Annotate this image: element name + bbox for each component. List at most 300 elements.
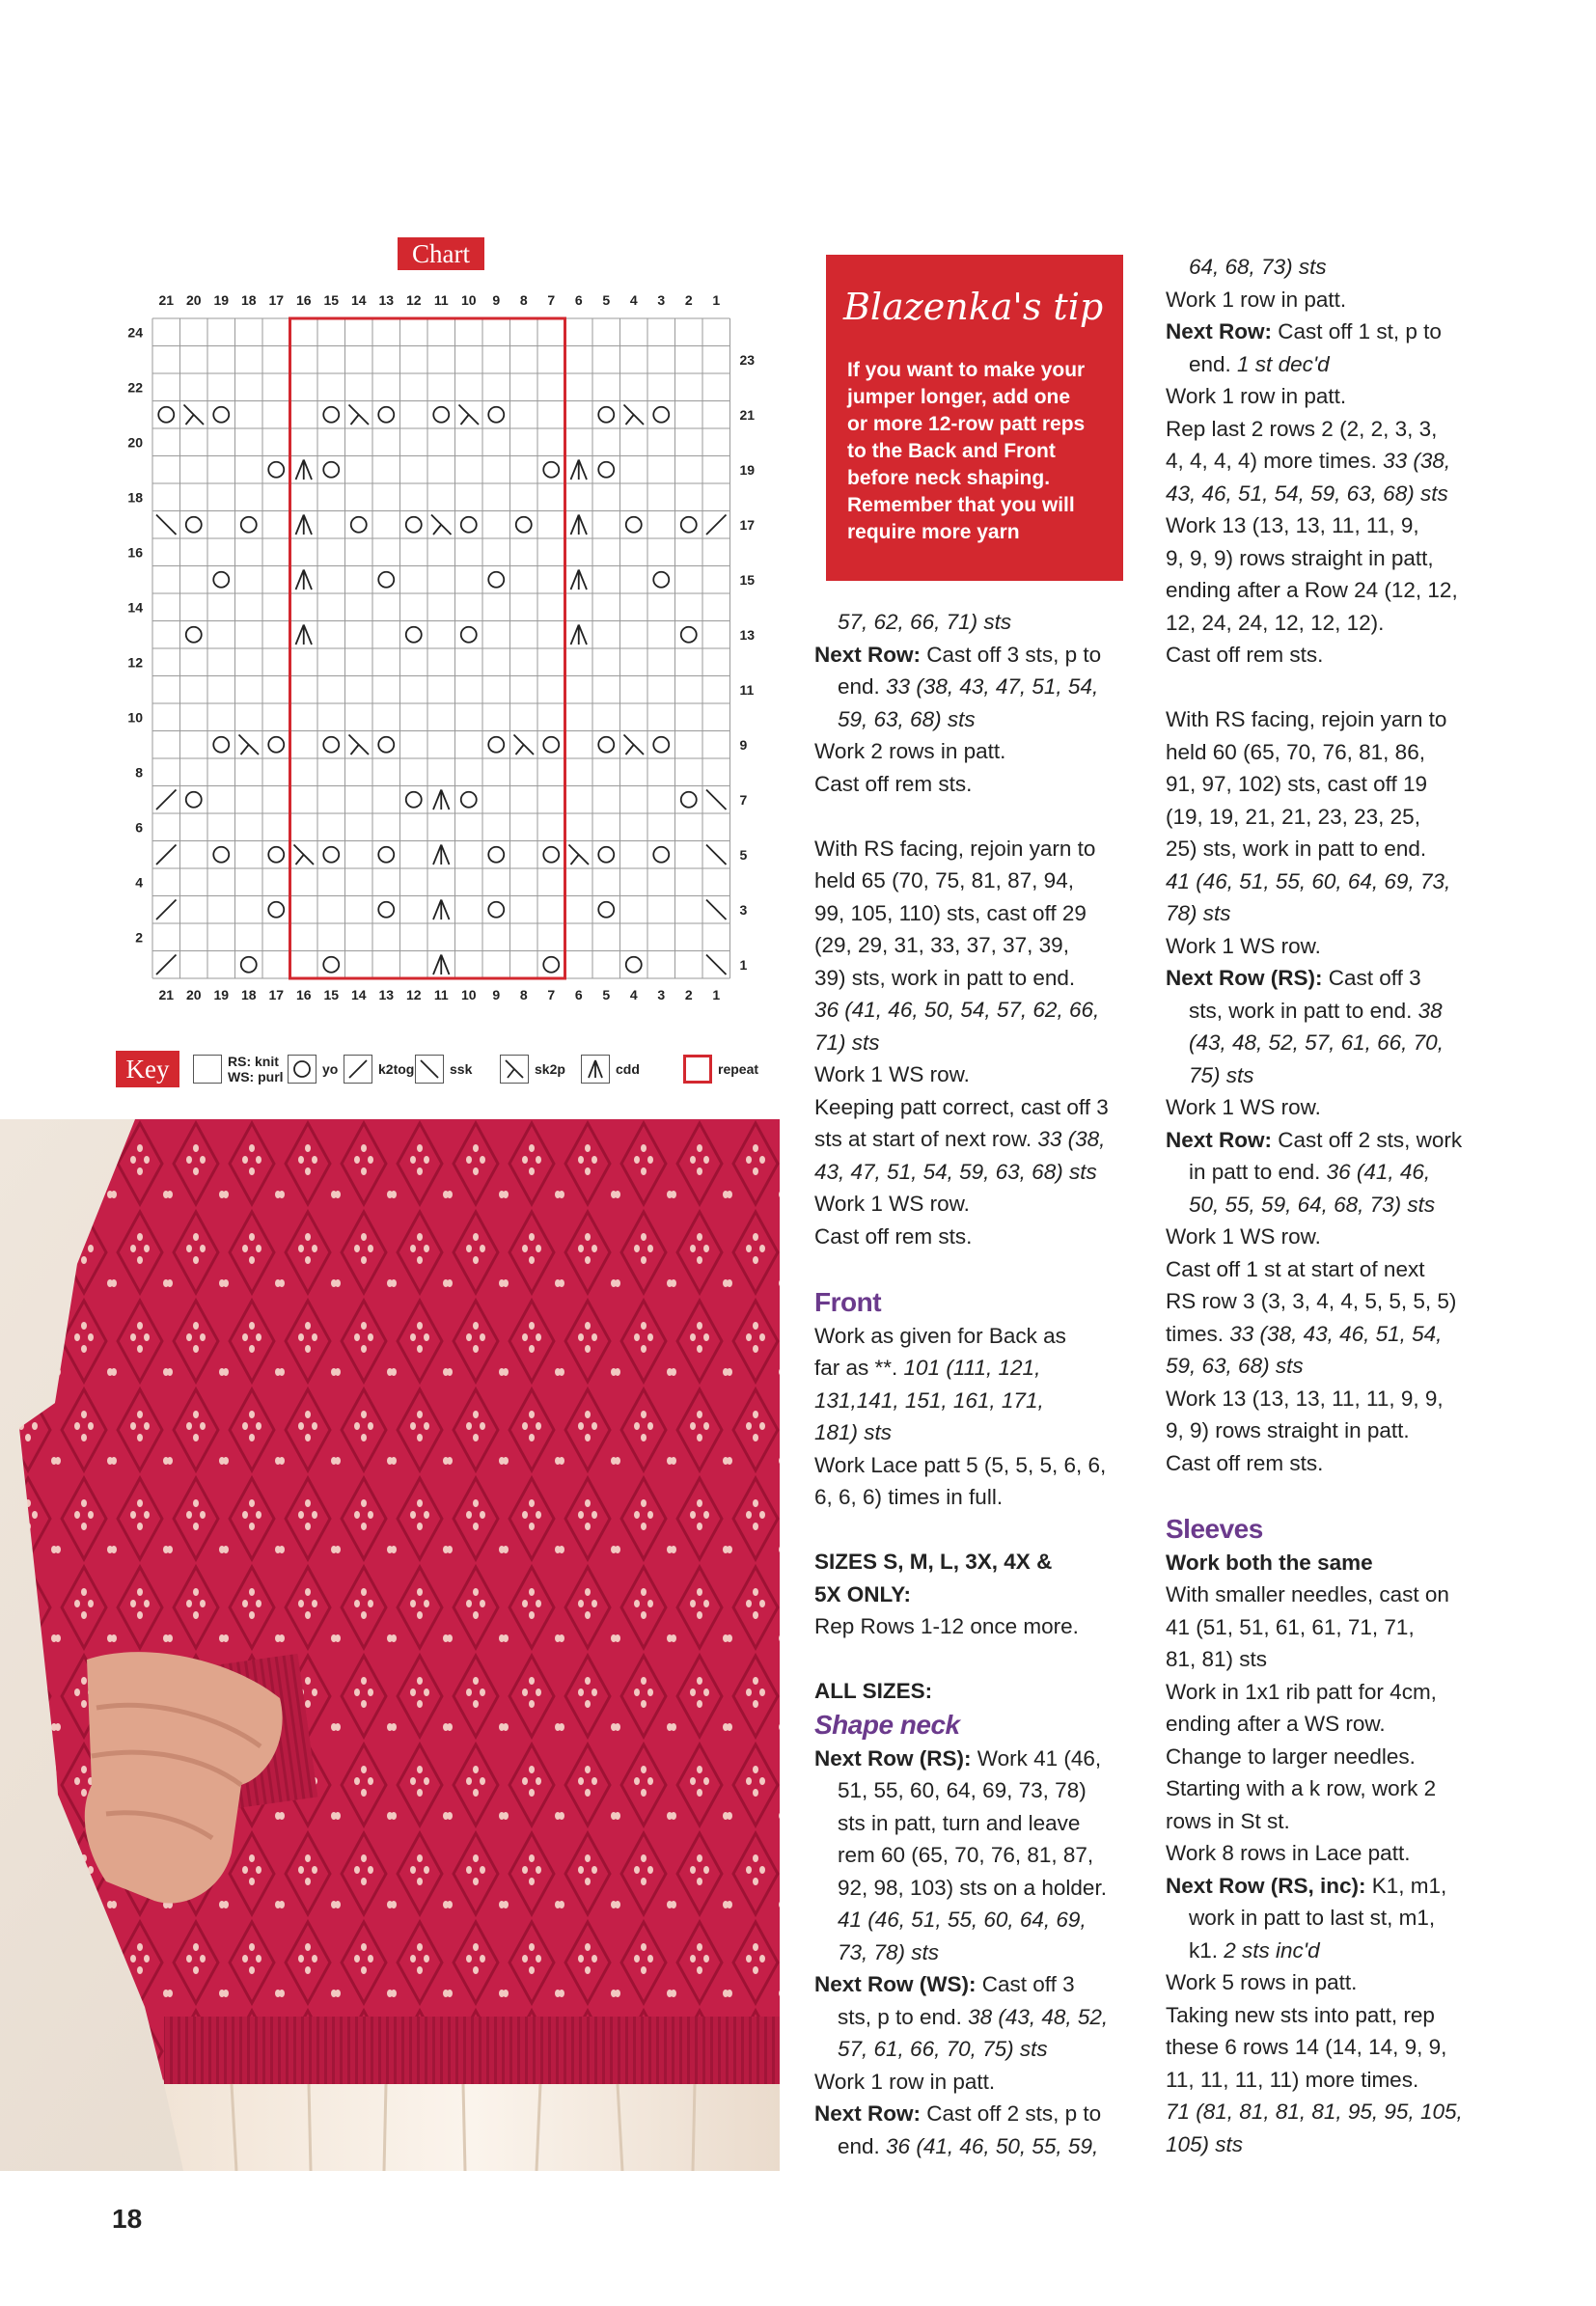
- row-number: 13: [739, 626, 756, 643]
- key-item-label: [535, 1061, 565, 1077]
- instruction-line: [814, 1320, 1171, 1353]
- yo-symbol: [681, 517, 697, 533]
- column-number: 20: [185, 987, 202, 1002]
- yo-icon: [288, 1055, 316, 1084]
- key-item-repeat: [683, 1053, 758, 1085]
- column-number: 21: [158, 292, 175, 308]
- instruction-line: [814, 1839, 1171, 1872]
- cdd-symbol: [296, 460, 313, 480]
- instruction-label: Next Row (RS, inc):: [1166, 1873, 1366, 1898]
- instruction-line: [1166, 1966, 1494, 1999]
- instruction-text: Work 13 (13, 13, 11, 11, 9, 9,: [1166, 1386, 1444, 1411]
- cdd-symbol: [571, 570, 588, 590]
- instruction-line: [1166, 284, 1494, 316]
- yo-symbol: [543, 957, 559, 973]
- lace-chart: [114, 280, 770, 1032]
- yo-symbol: [653, 737, 669, 753]
- cdd-symbol: [571, 515, 588, 535]
- instruction-text: held 60 (65, 70, 76, 81, 86,: [1166, 739, 1425, 764]
- tip-line: jumper longer, add one: [847, 386, 1071, 408]
- instruction-line: [814, 1936, 1171, 1969]
- yo-symbol: [323, 462, 339, 478]
- instruction-text: Work 1 WS row.: [1166, 1095, 1321, 1119]
- instruction-text: 12, 24, 24, 12, 12, 12).: [1166, 610, 1385, 635]
- instruction-line: [1166, 962, 1494, 995]
- instruction-text: Cast off 3: [1322, 966, 1421, 990]
- instruction-line: [1166, 833, 1494, 865]
- instruction-line: [814, 865, 1171, 897]
- instruction-text: RS row 3 (3, 3, 4, 4, 5, 5, 5, 5): [1166, 1289, 1457, 1313]
- instruction-text: Cast off 1 st, p to: [1272, 319, 1442, 343]
- instruction-text: (29, 29, 31, 33, 37, 37, 39,: [814, 933, 1069, 957]
- yo-symbol: [488, 572, 504, 588]
- tip-title: Blazenka's tip: [843, 286, 1104, 328]
- column-number: 9: [492, 987, 501, 1002]
- yo-symbol: [406, 517, 422, 533]
- instruction-line: [1166, 801, 1494, 834]
- instruction-line: [814, 1449, 1171, 1482]
- key-item-label: [718, 1061, 758, 1077]
- instruction-line: [1166, 2031, 1494, 2064]
- instruction-line: [814, 1385, 1171, 1417]
- yo-symbol: [158, 407, 174, 423]
- instruction-line: [1166, 509, 1494, 542]
- row-number: 12: [127, 654, 143, 671]
- instruction-line: [1166, 2128, 1494, 2161]
- stitch-count: 2 sts inc'd: [1224, 1937, 1320, 1963]
- column-number: 15: [323, 987, 340, 1002]
- column-number: 11: [433, 987, 449, 1002]
- instruction-text: 99, 105, 110) sts, cast off 29: [814, 900, 1087, 925]
- yo-symbol: [598, 847, 614, 863]
- instruction-text: K1, m1,: [1365, 1873, 1447, 1898]
- row-number: 15: [739, 571, 756, 588]
- instruction-line: [814, 1807, 1171, 1840]
- instruction-text: times.: [1166, 1321, 1230, 1346]
- column-number: 16: [295, 987, 312, 1002]
- instruction-text: Work 13 (13, 13, 11, 11, 9,: [1166, 513, 1419, 537]
- instruction-text: (43, 48, 52, 57, 61, 66, 70,: [1189, 1030, 1444, 1055]
- sk2p-symbol: [459, 405, 480, 426]
- row-number: 18: [127, 489, 143, 506]
- yo-symbol: [598, 902, 614, 918]
- cdd-symbol: [296, 625, 313, 645]
- row-number: 11: [739, 681, 755, 698]
- instruction-text: Work 41 (46,: [971, 1745, 1102, 1771]
- column-number: 12: [405, 987, 422, 1002]
- instruction-line: [1166, 995, 1494, 1028]
- column-number: 2: [684, 987, 693, 1002]
- yo-symbol: [351, 517, 367, 533]
- instruction-line: [1166, 768, 1494, 801]
- yo-symbol: [433, 407, 449, 423]
- instruction-text: 75) sts: [1189, 1062, 1254, 1087]
- column-number: 6: [574, 292, 583, 308]
- instruction-text: Cast off rem sts.: [814, 1223, 973, 1249]
- instruction-line: [1166, 736, 1494, 769]
- instruction-text: end.: [838, 2133, 887, 2158]
- instruction-line: [1166, 1935, 1494, 1967]
- instruction-text: 81, 81) sts: [1166, 1647, 1268, 1671]
- instruction-text: held 65 (70, 75, 81, 87, 94,: [814, 868, 1074, 892]
- column-number: 15: [323, 292, 340, 308]
- instruction-text: 51, 55, 60, 64, 69, 73, 78): [838, 1778, 1087, 1802]
- column-number: 10: [460, 987, 477, 1002]
- instruction-line: [1166, 1253, 1494, 1286]
- instruction-text: Work 8 rows in Lace patt.: [1166, 1841, 1411, 1865]
- instruction-text: Work as given for Back as: [814, 1323, 1066, 1348]
- stitch-count: 36 (41, 46,: [1326, 1160, 1431, 1184]
- tip-body: [847, 357, 1117, 546]
- instruction-line: [1166, 865, 1494, 898]
- key-item-cdd: [581, 1053, 640, 1085]
- instruction-label: 5X ONLY:: [814, 1581, 912, 1606]
- ssk-symbol: [706, 955, 727, 975]
- instruction-text: 91, 97, 102) sts, cast off 19: [1166, 772, 1427, 796]
- instruction-text: Cast off 3: [976, 1972, 1075, 1996]
- instruction-text: 64, 68, 73) sts: [1189, 255, 1327, 279]
- instruction-text: Rep last 2 rows 2 (2, 2, 3, 3,: [1166, 416, 1438, 441]
- stitch-count: 33 (38,: [1037, 1127, 1106, 1151]
- instruction-line: [1166, 1708, 1494, 1741]
- instruction-text: Cast off 2 sts, p to: [921, 2101, 1102, 2126]
- instruction-line: [1166, 1383, 1494, 1415]
- k2tog-symbol: [706, 515, 727, 535]
- instruction-line: [1166, 2096, 1494, 2128]
- key-item-label: [450, 1061, 472, 1077]
- instruction-line: [814, 833, 1171, 865]
- instruction-line: [814, 1968, 1171, 2001]
- row-number: 14: [127, 599, 143, 616]
- instruction-text: 4, 4, 4, 4) more times.: [1166, 449, 1384, 473]
- ssk-icon: [415, 1055, 444, 1084]
- key-label-line: sk2p: [535, 1061, 565, 1077]
- tip-line: or more 12-row patt reps: [847, 413, 1086, 435]
- instruction-line: [1166, 574, 1494, 607]
- tip-line: Remember that you will: [847, 494, 1075, 516]
- instruction-line: [814, 897, 1171, 930]
- instruction-text: 57, 62, 66, 71) sts: [838, 610, 1012, 634]
- column-number: 13: [378, 292, 395, 308]
- instruction-text: 78) sts: [1166, 901, 1231, 925]
- column-number: 9: [492, 292, 501, 308]
- instruction-text: Work 1 WS row.: [1166, 1224, 1321, 1249]
- stitch-count: 101 (111, 121,: [903, 1356, 1041, 1380]
- instruction-line: [814, 1546, 1171, 1579]
- instruction-line: [814, 1188, 1171, 1221]
- instruction-text: 9, 9, 9) rows straight in patt,: [1166, 545, 1434, 570]
- k2tog-symbol: [156, 790, 177, 810]
- instruction-text: 71) sts: [814, 1029, 880, 1055]
- instruction-line: [1166, 1579, 1494, 1611]
- key-label-line: RS: knit: [228, 1054, 279, 1069]
- instruction-line: [1166, 542, 1494, 575]
- row-number: 7: [739, 791, 748, 808]
- key-label-line: repeat: [718, 1061, 759, 1077]
- spacer: [814, 1643, 1171, 1676]
- row-number: 1: [739, 956, 748, 973]
- instruction-line: [1166, 607, 1494, 640]
- column-number: 19: [213, 292, 230, 308]
- row-number: 17: [739, 516, 756, 533]
- instruction-line: [1166, 251, 1494, 284]
- instruction-text: end.: [838, 674, 887, 699]
- instruction-text: 36 (41, 46, 50, 54, 57, 62, 66,: [814, 998, 1100, 1022]
- instruction-label: SIZES S, M, L, 3X, 4X &: [814, 1550, 1053, 1574]
- instruction-text: rows in St st.: [1166, 1808, 1290, 1833]
- instruction-line: [814, 2001, 1171, 2034]
- yo-symbol: [213, 737, 229, 753]
- column-number: 1: [712, 987, 721, 1002]
- yo-symbol: [323, 847, 339, 863]
- chart-key: [114, 1045, 770, 1095]
- sk2p-icon: [500, 1055, 529, 1084]
- instruction-line: [814, 1774, 1171, 1807]
- tip-box: [826, 255, 1123, 581]
- spacer: [814, 1514, 1171, 1547]
- row-number: 6: [135, 819, 143, 836]
- row-number: 19: [739, 461, 756, 478]
- spacer: [1166, 672, 1494, 704]
- yo-symbol: [323, 957, 339, 973]
- key-item-yo: [288, 1053, 338, 1085]
- yo-symbol: [598, 737, 614, 753]
- instruction-line: [1166, 380, 1494, 413]
- instruction-line: [814, 639, 1171, 672]
- instruction-line: [814, 768, 1171, 801]
- instruction-label: Next Row:: [1166, 319, 1273, 343]
- yo-symbol: [598, 407, 614, 423]
- row-number: 24: [127, 324, 143, 341]
- instruction-text: ending after a Row 24 (12, 12,: [1166, 578, 1458, 602]
- column-number: 16: [295, 292, 312, 308]
- instruction-line: [1166, 897, 1494, 930]
- spacer: [814, 1252, 1171, 1285]
- column-number: 5: [602, 292, 611, 308]
- instruction-text: Cast off 1 st at start of next: [1166, 1256, 1425, 1281]
- instruction-line: [1166, 639, 1494, 672]
- instruction-line: [814, 1156, 1171, 1189]
- instruction-label: Next Row (RS):: [814, 1745, 972, 1771]
- instruction-line: [1166, 1676, 1494, 1709]
- key-item-label: [378, 1061, 414, 1077]
- tip-line: require more yarn: [847, 521, 1020, 543]
- instruction-line: [814, 1904, 1171, 1936]
- stitch-count: 1 st dec'd: [1237, 351, 1330, 376]
- yo-symbol: [488, 737, 504, 753]
- instruction-text: sts in patt, turn and leave: [838, 1810, 1081, 1835]
- page-number: 18: [112, 2204, 143, 2234]
- instruction-text: 59, 63, 68) sts: [838, 706, 976, 731]
- column-number: 17: [268, 292, 285, 308]
- instruction-text: 43, 47, 51, 54, 59, 63, 68) sts: [814, 1159, 1097, 1184]
- instruction-line: [814, 929, 1171, 962]
- column-number: 8: [519, 987, 528, 1002]
- section-heading: Sleeves: [1166, 1513, 1263, 1544]
- sk2p-symbol: [624, 735, 645, 755]
- tip-line: to the Back and Front: [847, 440, 1056, 462]
- cdd-symbol: [296, 570, 313, 590]
- key-item-label: [322, 1061, 338, 1077]
- instruction-line: [1166, 1318, 1494, 1351]
- row-number: 16: [127, 544, 143, 561]
- instruction-text: 11, 11, 11, 11) more times.: [1166, 2067, 1419, 2092]
- instruction-text: Cast off 3 sts, p to: [921, 642, 1102, 667]
- yo-symbol: [213, 847, 229, 863]
- tip-line: If you want to make your: [847, 359, 1086, 381]
- instruction-line: [1166, 1547, 1494, 1579]
- instruction-text: 41 (51, 51, 61, 61, 71, 71,: [1166, 1614, 1415, 1639]
- stitch-count: 36 (41, 46, 50, 55, 59,: [886, 2133, 1099, 2158]
- yo-symbol: [378, 737, 394, 753]
- instruction-line: [814, 1579, 1171, 1611]
- instruction-label: Next Row:: [814, 642, 922, 667]
- yo-symbol: [488, 902, 504, 918]
- instruction-line: [1166, 1285, 1494, 1318]
- yo-symbol: [268, 462, 284, 478]
- row-number: 10: [127, 709, 143, 726]
- instruction-line: [1166, 1414, 1494, 1447]
- instruction-text: these 6 rows 14 (14, 14, 9, 9,: [1166, 2035, 1447, 2059]
- spacer: [814, 800, 1171, 833]
- yo-symbol: [681, 627, 697, 643]
- instruction-label: ALL SIZES:: [814, 1679, 933, 1703]
- key-label-line: yo: [322, 1061, 339, 1077]
- cdd-symbol: [571, 460, 588, 480]
- yo-symbol: [488, 407, 504, 423]
- instruction-text: rem 60 (65, 70, 76, 81, 87,: [838, 1843, 1094, 1867]
- yo-symbol: [378, 847, 394, 863]
- sk2p-symbol: [624, 405, 645, 426]
- yo-symbol: [406, 627, 422, 643]
- spacer: [1166, 1479, 1494, 1512]
- instruction-text: Work 1 row in patt.: [814, 2069, 996, 2094]
- instruction-text: Work Lace patt 5 (5, 5, 5, 6, 6,: [814, 1452, 1107, 1477]
- chart-title: Chart: [398, 237, 484, 270]
- instruction-text: Starting with a k row, work 2: [1166, 1776, 1437, 1800]
- instruction-line: [814, 994, 1171, 1027]
- yo-symbol: [653, 572, 669, 588]
- instruction-label: Next Row (RS):: [1166, 966, 1323, 990]
- instruction-text: Work 1 row in patt.: [1166, 384, 1347, 408]
- section-heading: Front: [814, 1286, 882, 1317]
- column-number: 8: [519, 292, 528, 308]
- instruction-text: With smaller needles, cast on: [1166, 1582, 1449, 1606]
- ssk-symbol: [706, 845, 727, 865]
- yo-symbol: [653, 847, 669, 863]
- yo-symbol: [378, 407, 394, 423]
- instruction-label: Next Row:: [814, 2101, 922, 2126]
- key-item-label: [228, 1054, 284, 1084]
- instruction-line: [814, 1416, 1171, 1449]
- instruction-line: [814, 1610, 1171, 1643]
- k2tog-symbol: [156, 955, 177, 975]
- instruction-text: Work 1 WS row.: [1166, 933, 1321, 958]
- instruction-line: [1166, 1805, 1494, 1838]
- instruction-text: Change to larger needles.: [1166, 1743, 1416, 1769]
- column-number: 17: [268, 987, 285, 1002]
- instruction-text: sts, p to end.: [838, 2004, 969, 2029]
- ssk-symbol: [706, 790, 727, 810]
- sk2p-symbol: [514, 735, 535, 755]
- instruction-text: Cast off 2 sts, work: [1272, 1127, 1463, 1152]
- row-number: 3: [739, 901, 748, 918]
- knit-purl-icon: [193, 1055, 222, 1084]
- instruction-line: [1166, 1156, 1494, 1189]
- key-label-line: cdd: [616, 1061, 640, 1077]
- column-number: 18: [240, 292, 257, 308]
- yo-symbol: [213, 407, 229, 423]
- stitch-count: 33 (38, 43, 47, 51, 54,: [886, 674, 1099, 699]
- instruction-text: Work 1 WS row.: [814, 1062, 970, 1086]
- instruction-text: Cast off rem sts.: [1166, 1450, 1324, 1475]
- instruction-text: 41 (46, 51, 55, 60, 64, 69,: [838, 1908, 1087, 1932]
- instruction-label: Next Row:: [1166, 1127, 1273, 1152]
- yo-symbol: [461, 627, 477, 643]
- stitch-count: 33 (38,: [1383, 449, 1451, 473]
- instruction-text: in patt to end.: [1189, 1160, 1327, 1184]
- instruction-line: [814, 2098, 1171, 2130]
- column-number: 14: [350, 987, 367, 1002]
- yo-symbol: [653, 407, 669, 423]
- instruction-line: [1166, 1837, 1494, 1870]
- column-number: 5: [602, 987, 611, 1002]
- instruction-line: [1166, 1091, 1494, 1124]
- key-item-k2tog: [344, 1053, 414, 1085]
- instruction-text: Work 1 row in patt.: [1166, 287, 1347, 312]
- instruction-line: [1166, 316, 1494, 348]
- instruction-line: [1166, 1124, 1494, 1157]
- cdd-symbol: [433, 790, 450, 810]
- instruction-text: 41 (46, 51, 55, 60, 64, 69, 73,: [1166, 868, 1451, 893]
- sk2p-symbol: [294, 845, 315, 865]
- instruction-line: [814, 1027, 1171, 1059]
- instruction-text: Work 2 rows in patt.: [814, 739, 1006, 763]
- instruction-line: [1166, 413, 1494, 446]
- instruction-line: [814, 1481, 1171, 1514]
- instruction-text: With RS facing, rejoin yarn to: [1166, 707, 1447, 731]
- k2tog-icon: [344, 1055, 372, 1084]
- instruction-text: 71 (81, 81, 81, 81, 95, 95, 105,: [1166, 2100, 1463, 2124]
- yo-symbol: [268, 902, 284, 918]
- yo-symbol: [323, 737, 339, 753]
- instruction-line: [1166, 1059, 1494, 1092]
- instruction-line: [1166, 1447, 1494, 1480]
- instruction-text: 59, 63, 68) sts: [1166, 1354, 1304, 1378]
- yo-symbol: [543, 847, 559, 863]
- ssk-symbol: [156, 515, 177, 535]
- instruction-text: 9, 9) rows straight in patt.: [1166, 1418, 1410, 1442]
- instruction-line: [1166, 1741, 1494, 1773]
- instruction-line: [1166, 1350, 1494, 1383]
- column-number: 13: [378, 987, 395, 1002]
- instruction-text: (19, 19, 21, 21, 23, 23, 25,: [1166, 804, 1420, 829]
- instruction-line: [814, 1352, 1171, 1385]
- cdd-icon: [581, 1055, 610, 1084]
- column-number: 10: [460, 292, 477, 308]
- ssk-symbol: [706, 900, 727, 920]
- column-number: 3: [657, 987, 666, 1002]
- yo-symbol: [598, 462, 614, 478]
- sweater-photo: [0, 1119, 780, 2171]
- instruction-text: 105) sts: [1166, 2131, 1244, 2156]
- instruction-line: [814, 962, 1171, 995]
- row-number: 9: [739, 736, 748, 753]
- instruction-line: [814, 2066, 1171, 2099]
- instruction-text: Cast off rem sts.: [1166, 643, 1324, 667]
- instruction-line: [1166, 478, 1494, 510]
- stitch-count: 38 (43, 48, 52,: [968, 2004, 1109, 2029]
